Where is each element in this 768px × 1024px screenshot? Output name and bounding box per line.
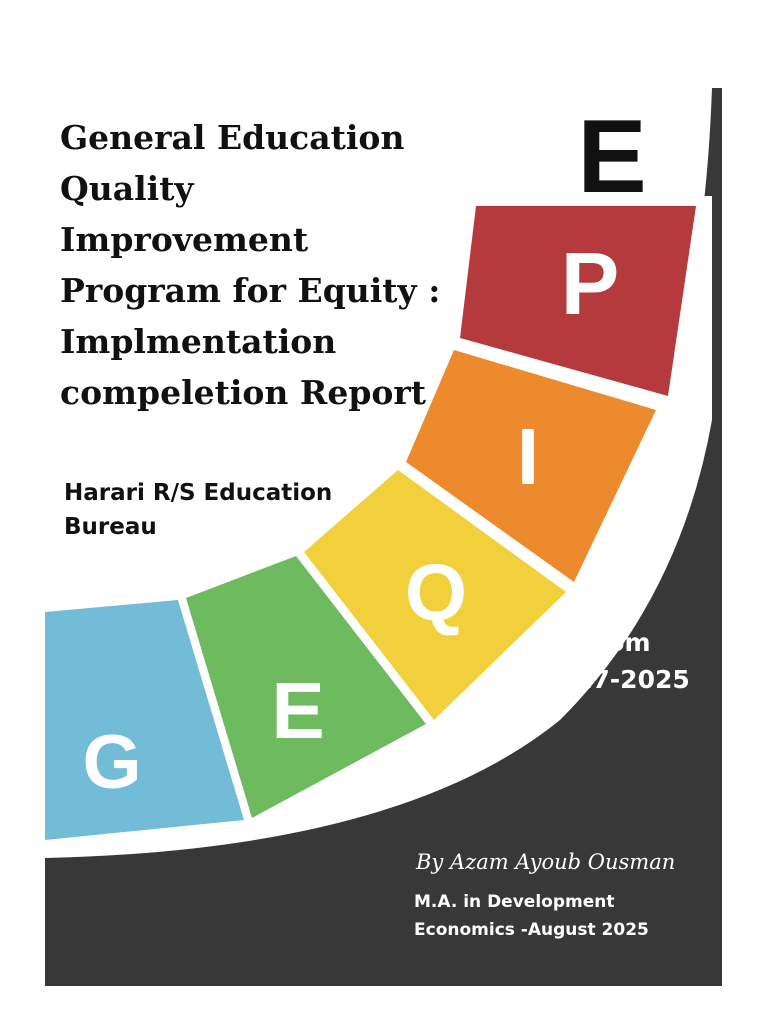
period-line: From (579, 628, 651, 657)
logo-letter-e: E (271, 666, 325, 755)
logo-letter-p: P (560, 234, 620, 333)
author-name: By Azam Ayoub Ousman (416, 850, 676, 874)
logo-letter-q: Q (404, 548, 468, 637)
logo-letter-i: I (516, 412, 540, 501)
logo-letter-g: G (82, 720, 142, 805)
title-line: Improvement (60, 220, 309, 259)
logo-letter-e-top: E (577, 99, 647, 215)
degree-line: M.A. in Development (414, 892, 615, 912)
publisher-line: Bureau (64, 514, 157, 540)
author-degree (414, 888, 714, 944)
title-line: Program for Equity : (60, 271, 441, 310)
title-line: compeletion Report (60, 373, 427, 412)
report-title (60, 112, 460, 418)
degree-line: Economics -August 2025 (414, 920, 649, 940)
publisher-line: Harari R/S Education (64, 480, 333, 506)
report-period (520, 624, 710, 698)
title-line: General Education (60, 118, 405, 157)
title-line: Implmentation (60, 322, 337, 361)
title-line: Quality (60, 169, 194, 208)
publisher (64, 476, 364, 544)
period-line: 2017-2025 (540, 665, 690, 694)
